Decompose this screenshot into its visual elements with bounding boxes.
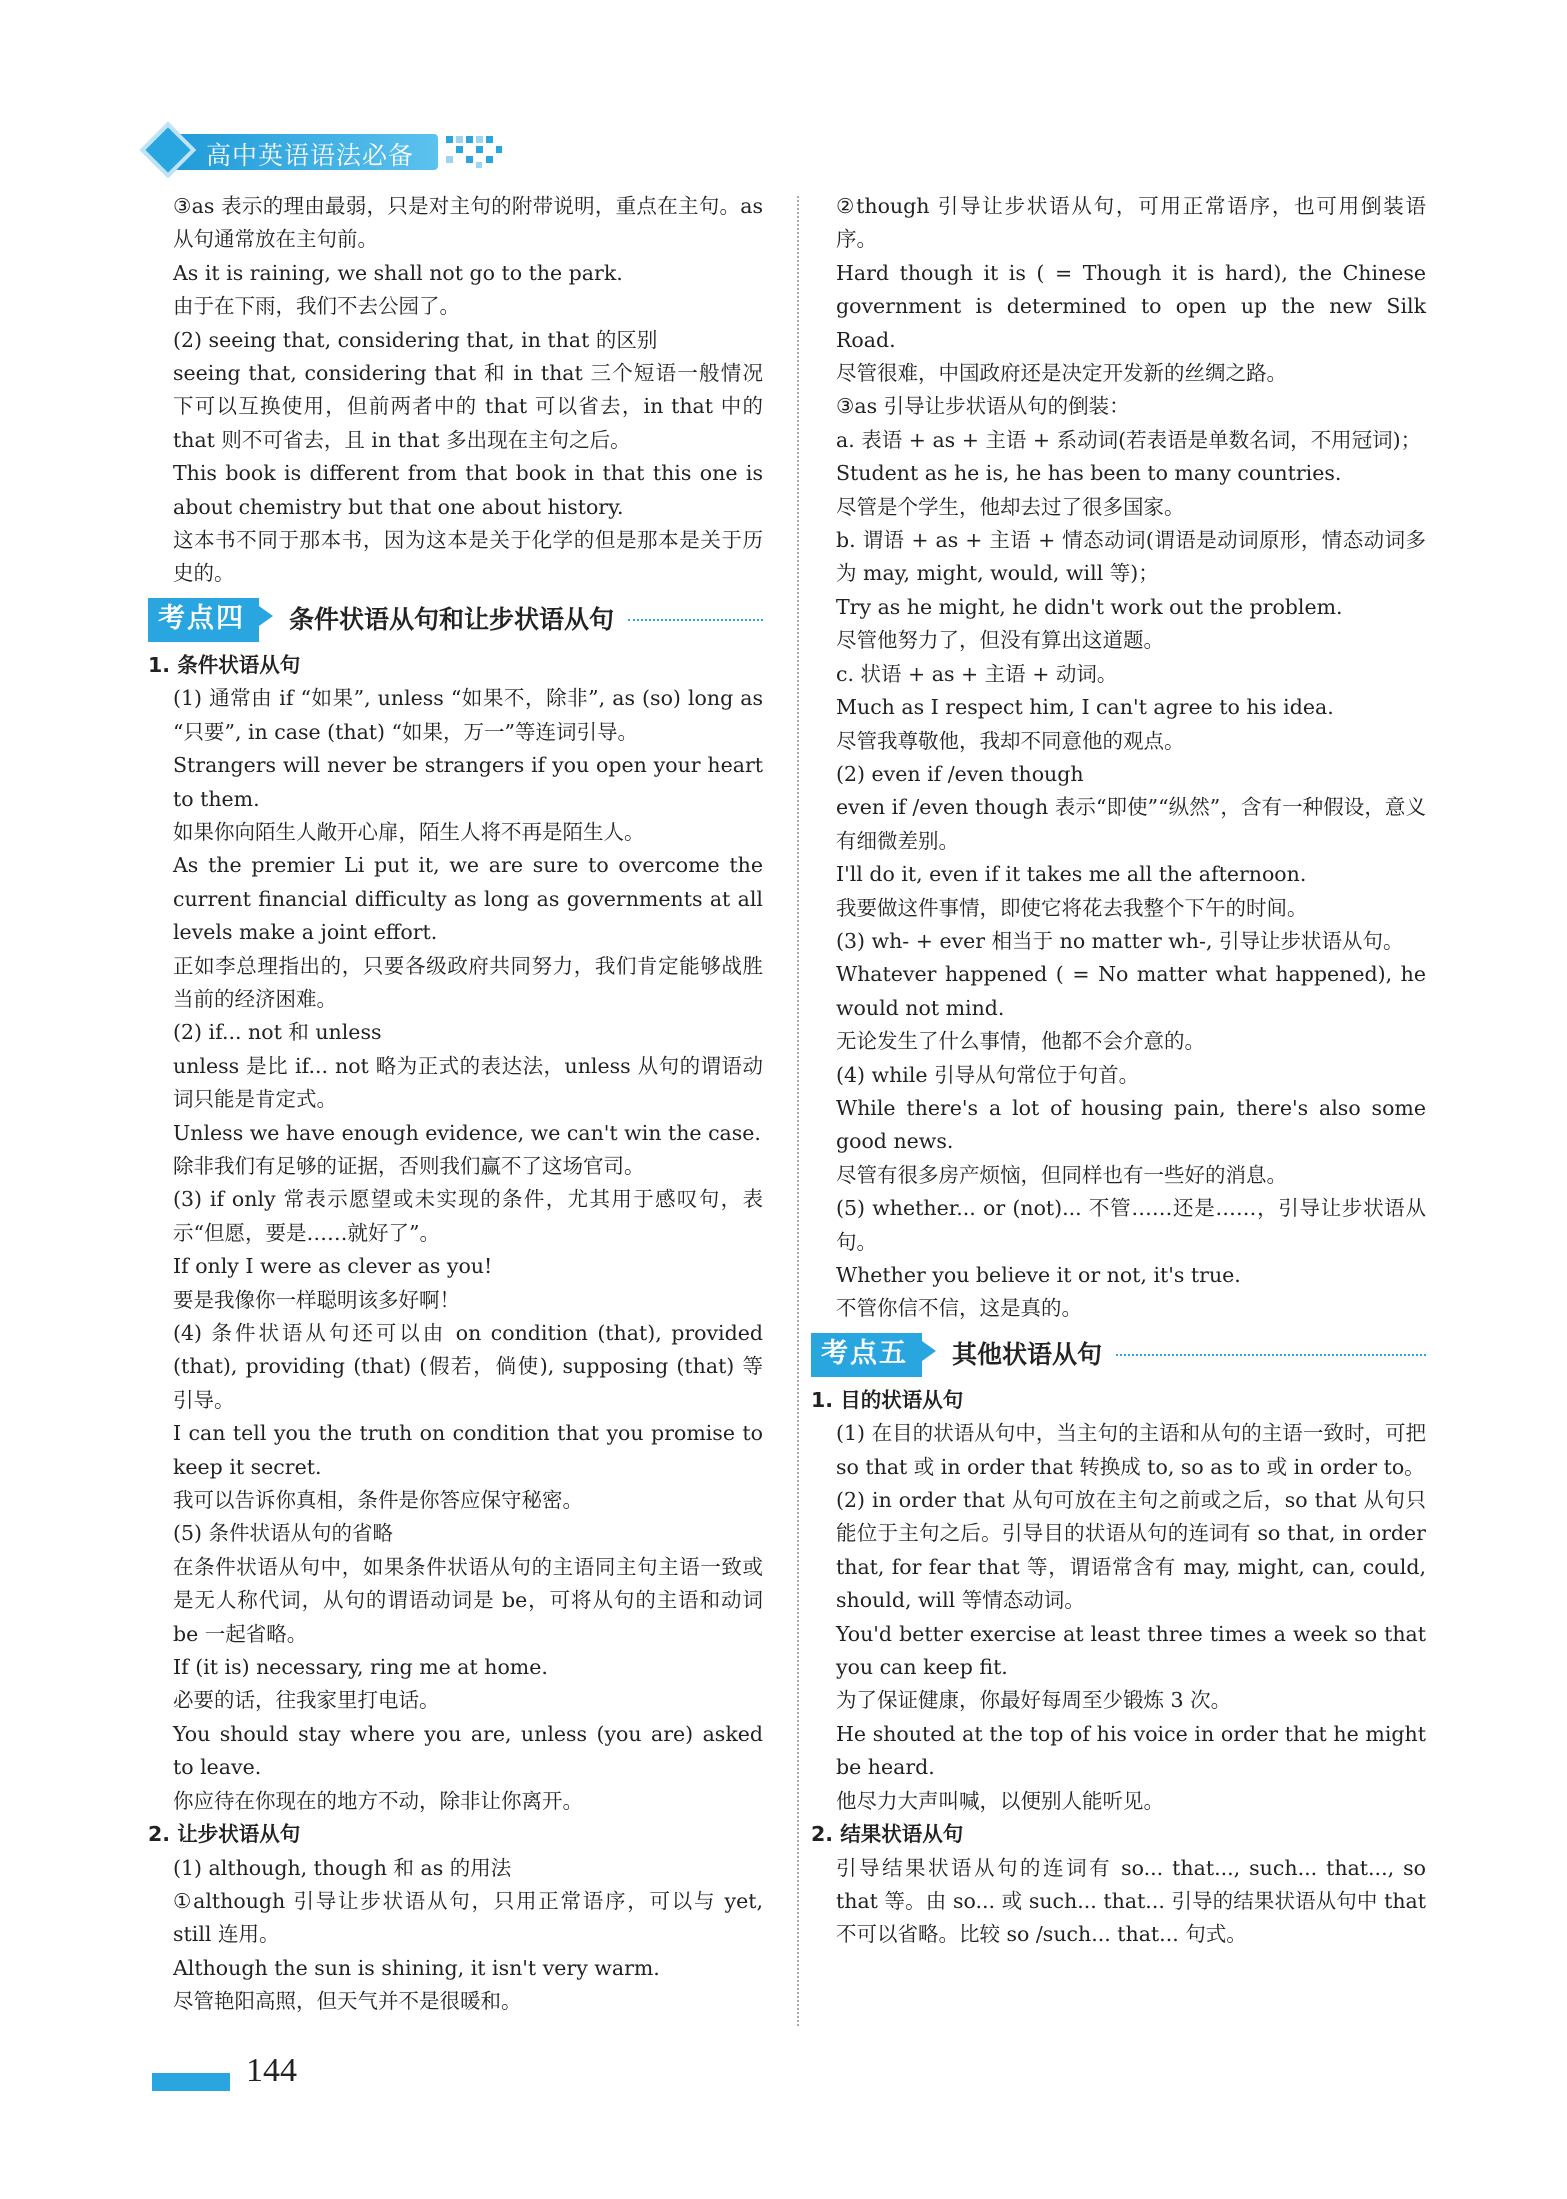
paragraph: 我可以告诉你真相，条件是你答应保守秘密。: [173, 1488, 583, 1513]
paragraph: If (it is) necessary, ring me at home.: [173, 1655, 548, 1680]
section-rule: [1116, 1354, 1426, 1356]
paragraph: If only I were as clever as you!: [173, 1254, 493, 1279]
paragraph: ③as 引导让步状语从句的倒装：: [836, 394, 1130, 419]
paragraph: 尽管我尊敬他，我却不同意他的观点。: [836, 728, 1185, 753]
paragraph: 除非我们有足够的证据，否则我们赢不了这场官司。: [173, 1153, 645, 1178]
paragraph: Unless we have enough evidence, we can't win the case.: [173, 1120, 761, 1145]
paragraph: Strangers will never be strangers if you open your heart to them.: [173, 753, 763, 811]
paragraph: 尽管很难，中国政府还是决定开发新的丝绸之路。: [836, 361, 1287, 386]
paragraph: Hard though it is ( = Though it is hard), the Chinese government is determined to open up the new Silk Road.: [836, 260, 1426, 352]
paragraph: (3) wh- + ever 相当于 no matter wh-, 引导让步状语从句。: [836, 928, 1404, 953]
paragraph: Whether you believe it or not, it's true.: [836, 1263, 1241, 1287]
paragraph: (4) while 引导从句常位于句首。: [836, 1062, 1140, 1087]
paragraph: ③as 表示的理由最弱，只是对主句的附带说明，重点在主句。as 从句通常放在主句前。: [173, 194, 763, 252]
paragraph: I can tell you the truth on condition that you promise to keep it secret.: [173, 1421, 763, 1479]
book-title: 高中英语语法必备: [206, 141, 415, 170]
paragraph: (2) if... not 和 unless: [173, 1020, 382, 1045]
paragraph: a. 表语 + as + 主语 + 系动词(若表语是单数名词，不用冠词)；: [836, 427, 1422, 452]
paragraph: 这本书不同于那本书，因为这本是关于化学的但是那本是关于历史的。: [173, 528, 763, 586]
subsection-heading: 1. 目的状语从句: [811, 1387, 964, 1412]
paragraph: c. 状语 + as + 主语 + 动词。: [836, 661, 1118, 686]
right-column: [811, 190, 1426, 1952]
paragraph: 尽管艳阳高照，但天气并不是很暖和。: [173, 1989, 522, 2014]
paragraph: As it is raining, we shall not go to the park.: [173, 260, 623, 285]
paragraph: Much as I respect him, I can't agree to his idea.: [836, 695, 1334, 720]
paragraph: 在条件状语从句中，如果条件状语从句的主语同主句主语一致或是无人称代词，从句的谓语动词是 be，可将从句的主语和动词 be 一起省略。: [173, 1554, 763, 1646]
paragraph: 必要的话，往我家里打电话。: [173, 1688, 440, 1713]
section-badge: 考点四: [148, 598, 259, 642]
section-title: 条件状语从句和让步状语从句: [289, 605, 615, 635]
paragraph: (2) seeing that, considering that, in that 的区别: [173, 327, 658, 352]
subsection-heading: 1. 条件状语从句: [148, 652, 301, 677]
paragraph: 不管你信不信，这是真的。: [836, 1296, 1082, 1321]
pixel-dots-icon: [444, 132, 504, 172]
subsection-heading: 2. 结果状语从句: [811, 1822, 964, 1847]
paragraph: 尽管是个学生，他却去过了很多国家。: [836, 494, 1185, 519]
paragraph: 我要做这件事情，即使它将花去我整个下午的时间。: [836, 895, 1308, 920]
paragraph: (3) if only 常表示愿望或未实现的条件，尤其用于感叹句，表示“但愿，要是……就好了”。: [173, 1187, 763, 1245]
paragraph: You'd better exercise at least three times a week so that you can keep fit.: [836, 1621, 1426, 1680]
paragraph: 由于在下雨，我们不去公园了。: [173, 294, 460, 319]
paragraph: b. 谓语 + as + 主语 + 情态动词(谓语是动词原形，情态动词多为 may, might, would, will 等)；: [836, 528, 1426, 586]
paragraph: 如果你向陌生人敞开心扉，陌生人将不再是陌生人。: [173, 819, 645, 844]
paragraph: (5) 条件状语从句的省略: [173, 1521, 394, 1546]
paragraph: Whatever happened ( = No matter what happened), he would not mind.: [836, 962, 1426, 1020]
column-divider: [797, 196, 799, 2026]
paragraph: seeing that, considering that 和 in that 三个短语一般情况下可以互换使用，但前两者中的 that 可以省去，in that 中的 that 则不可省去，且 in that 多出现在主句之后。: [173, 361, 763, 452]
paragraph: You should stay where you are, unless (you are) asked to leave.: [173, 1721, 763, 1780]
paragraph: 无论发生了什么事情，他都不会介意的。: [836, 1029, 1205, 1054]
paragraph: (2) even if /even though: [836, 761, 1084, 786]
paragraph: Student as he is, he has been to many countries.: [836, 461, 1342, 486]
book-header: [148, 126, 508, 178]
section-heading: [148, 597, 763, 643]
section-badge: 考点五: [811, 1333, 922, 1377]
paragraph: 正如李总理指出的，只要各级政府共同努力，我们肯定能够战胜当前的经济困难。: [173, 953, 763, 1011]
section-title: 其他状语从句: [952, 1340, 1103, 1370]
paragraph: (1) 通常由 if “如果”, unless “如果不，除非”, as (so) long as “只要”, in case (that) “如果，万一”等连词引导。: [173, 686, 763, 744]
left-column: [148, 190, 763, 2019]
paragraph: 要是我像你一样聪明该多好啊！: [173, 1287, 460, 1312]
paragraph: Try as he might, he didn't work out the problem.: [836, 594, 1343, 619]
paragraph: This book is different from that book in that this one is about chemistry but that one about history.: [173, 461, 763, 519]
paragraph: Although the sun is shining, it isn't very warm.: [173, 1955, 660, 1980]
paragraph: 尽管他努力了，但没有算出这道题。: [836, 628, 1164, 653]
paragraph: even if /even though 表示“即使”“纵然”，含有一种假设，意义有细微差别。: [836, 795, 1426, 853]
section-heading: [811, 1332, 1426, 1378]
paragraph: 你应待在你现在的地方不动，除非让你离开。: [173, 1788, 583, 1813]
section-rule: [628, 619, 763, 621]
paragraph: While there's a lot of housing pain, there's also some good news.: [836, 1095, 1426, 1154]
paragraph: 引导结果状语从句的连词有 so... that..., such... that..., so that 等。由 so... 或 such... that... 引导的结果状语从句中 that 不可以省略。比较 so /such... that... 句式。: [836, 1855, 1426, 1947]
paragraph: (1) although, though 和 as 的用法: [173, 1855, 512, 1880]
paragraph: (5) whether... or (not)... 不管……还是……，引导让步状语从句。: [836, 1196, 1426, 1254]
page-number: 144: [246, 2052, 297, 2089]
paragraph: He shouted at the top of his voice in order that he might be heard.: [836, 1721, 1426, 1780]
page-number-bar: [152, 2073, 230, 2091]
paragraph: 为了保证健康，你最好每周至少锻炼 3 次。: [836, 1688, 1232, 1713]
paragraph: (2) in order that 从句可放在主句之前或之后，so that 从句只能位于主句之后。引导目的状语从句的连词有 so that, in order that, for fear that 等，谓语常含有 may, might, can, could, should, will 等情态动词。: [836, 1488, 1426, 1613]
paragraph: unless 是比 if... not 略为正式的表达法，unless 从句的谓语动词只能是肯定式。: [173, 1053, 763, 1112]
paragraph: ②though 引导让步状语从句，可用正常语序，也可用倒装语序。: [836, 194, 1426, 252]
paragraph: As the premier Li put it, we are sure to overcome the current financial difficulty as long as governments at all levels make a joint effort.: [173, 853, 763, 945]
paragraph: 他尽力大声叫喊，以便别人能听见。: [836, 1788, 1164, 1813]
paragraph: I'll do it, even if it takes me all the afternoon.: [836, 862, 1307, 887]
paragraph: ①although 引导让步状语从句，只用正常语序，可以与 yet, still 连用。: [173, 1888, 763, 1947]
paragraph: (1) 在目的状语从句中，当主句的主语和从句的主语一致时，可把 so that 或 in order that 转换成 to, so as to 或 in order to。: [836, 1421, 1426, 1479]
paragraph: (4) 条件状语从句还可以由 on condition (that), provided (that), providing (that) (假若，倘使), supposing (that) 等引导。: [173, 1321, 763, 1412]
paragraph: 尽管有很多房产烦恼，但同样也有一些好的消息。: [836, 1162, 1287, 1187]
subsection-heading: 2. 让步状语从句: [148, 1822, 301, 1847]
